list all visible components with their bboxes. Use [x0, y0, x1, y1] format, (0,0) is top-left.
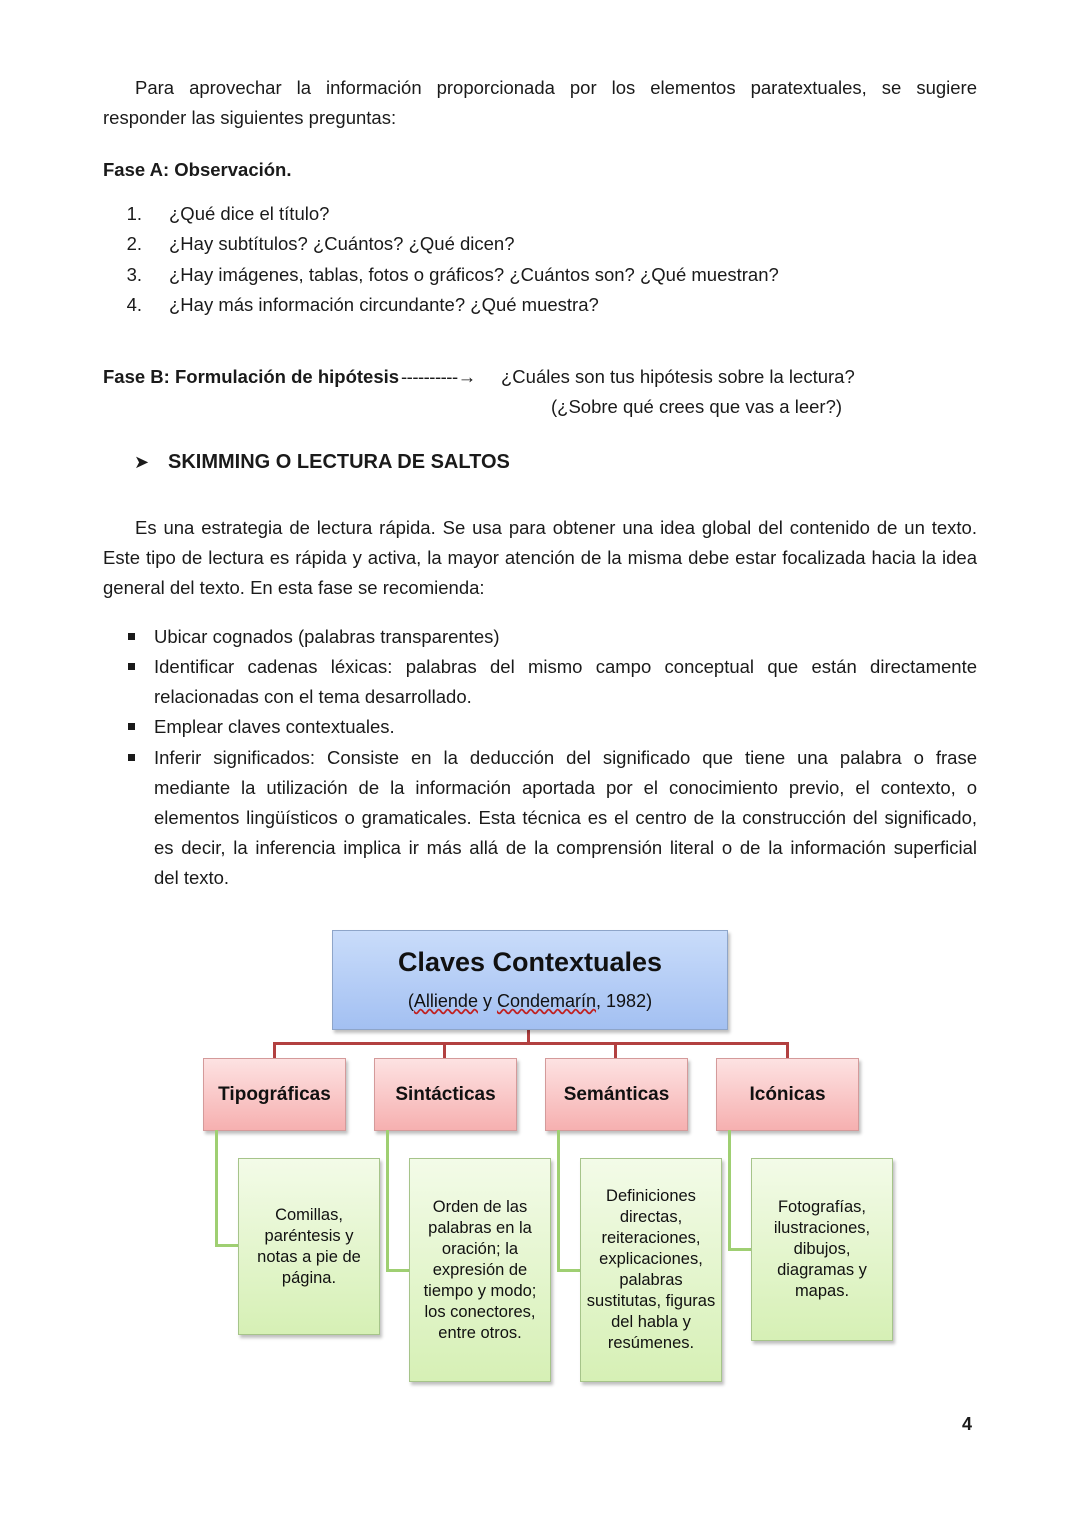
bullet-text: Identificar cadenas léxicas: palabras del mismo campo conceptual que están directamente [154, 656, 977, 677]
bullet-text-cont: relacionadas con el tema desarrollado. [154, 686, 472, 707]
phase-b-question: ¿Cuáles son tus hipótesis sobre la lectura? [501, 366, 855, 387]
category-node-typographic: Tipográficas [203, 1058, 346, 1131]
square-bullet-icon [128, 723, 135, 730]
citation-author-1: Alliende [413, 991, 478, 1011]
skimming-para-line-2: Este tipo de lectura es rápida y activa, la mayor atención de la misma debe estar focalizada hacia la idea [103, 547, 977, 568]
root-node [332, 930, 728, 1030]
connector-line [273, 1042, 276, 1058]
citation-year: , 1982) [596, 991, 653, 1011]
intro-line-1: Para aprovechar la información proporcionada por los elementos paratextuales, se sugiere [135, 77, 977, 98]
category-node-semantic: Semánticas [545, 1058, 688, 1131]
skimming-para-line-1: Es una estrategia de lectura rápida. Se usa para obtener una idea global del contenido de un texto. [135, 517, 977, 538]
list-number: 1. [126, 203, 142, 224]
phase-b-arrow: ----------→ [401, 366, 476, 387]
root-citation [333, 991, 727, 1012]
connector-line [273, 1042, 789, 1045]
leaf-node-syntactic: Orden de las palabras en la oración; la expresión de tiempo y modo; los conectores, entre otros. [409, 1158, 551, 1382]
connector-line [386, 1269, 410, 1272]
phase-b-heading: Fase B: Formulación de hipótesis [103, 366, 400, 387]
connector-line [786, 1042, 789, 1058]
connector-line [557, 1130, 560, 1272]
bullet-text-cont: mediante la utilización de la información aportada por el conocimiento previo, el contexto, o [154, 777, 977, 798]
list-number: 3. [126, 264, 142, 285]
leaf-node-iconic: Fotografías, ilustraciones, dibujos, diagramas y mapas. [751, 1158, 893, 1341]
connector-line [614, 1042, 617, 1058]
category-node-iconic: Icónicas [716, 1058, 859, 1131]
leaf-node-typographic: Comillas, paréntesis y notas a pie de página. [238, 1158, 380, 1335]
square-bullet-icon [128, 633, 135, 640]
connector-line [728, 1130, 731, 1251]
connector-line [557, 1269, 581, 1272]
square-bullet-icon [128, 754, 135, 761]
bullet-text-cont: del texto. [154, 867, 230, 888]
root-title: Claves Contextuales [397, 947, 663, 977]
bullet-text: Ubicar cognados (palabras transparentes) [154, 626, 500, 647]
intro-line-2: responder las siguientes preguntas: [103, 107, 397, 128]
list-number: 2. [126, 233, 142, 254]
list-item: ¿Hay imágenes, tablas, fotos o gráficos? ¿Cuántos son? ¿Qué muestran? [169, 264, 779, 285]
connector-line [386, 1130, 389, 1272]
arrow-bullet-icon: ➤ [134, 452, 150, 472]
leaf-node-semantic: Definiciones directas, reiteraciones, explicaciones, palabras sustitutas, figuras del habla y resúmenes. [580, 1158, 722, 1382]
section-title: SKIMMING O LECTURA DE SALTOS [168, 451, 510, 473]
connector-line [527, 1029, 530, 1043]
list-item: ¿Qué dice el título? [169, 203, 330, 224]
category-node-syntactic: Sintácticas [374, 1058, 517, 1131]
page-number: 4 [962, 1414, 973, 1434]
citation-author-2: Condemarín [496, 991, 597, 1011]
connector-line [728, 1248, 752, 1251]
list-number: 4. [126, 294, 142, 315]
citation-and: y [477, 991, 497, 1011]
list-item: ¿Hay subtítulos? ¿Cuántos? ¿Qué dicen? [169, 233, 515, 254]
connector-line [443, 1042, 446, 1058]
connector-line [215, 1244, 239, 1247]
square-bullet-icon [128, 663, 135, 670]
citation-open: ( [407, 991, 414, 1011]
bullet-text: Inferir significados: Consiste en la deducción del significado que tiene una palabra o frase [154, 747, 977, 768]
connector-line [215, 1130, 218, 1247]
bullet-text: Emplear claves contextuales. [154, 716, 395, 737]
phase-a-heading: Fase A: Observación. [103, 159, 292, 180]
bullet-text-cont: elementos lingüísticos o gramaticales. Esta técnica es el centro de la construcción del significado, [154, 807, 977, 828]
bullet-text-cont: es decir, la inferencia implica ir más allá de la comprensión literal o de la información superficial [154, 837, 977, 858]
skimming-para-line-3: general del texto. En esta fase se recomienda: [103, 577, 485, 598]
phase-b-sub-question: (¿Sobre qué crees que vas a leer?) [551, 396, 843, 417]
list-item: ¿Hay más información circundante? ¿Qué muestra? [169, 294, 599, 315]
